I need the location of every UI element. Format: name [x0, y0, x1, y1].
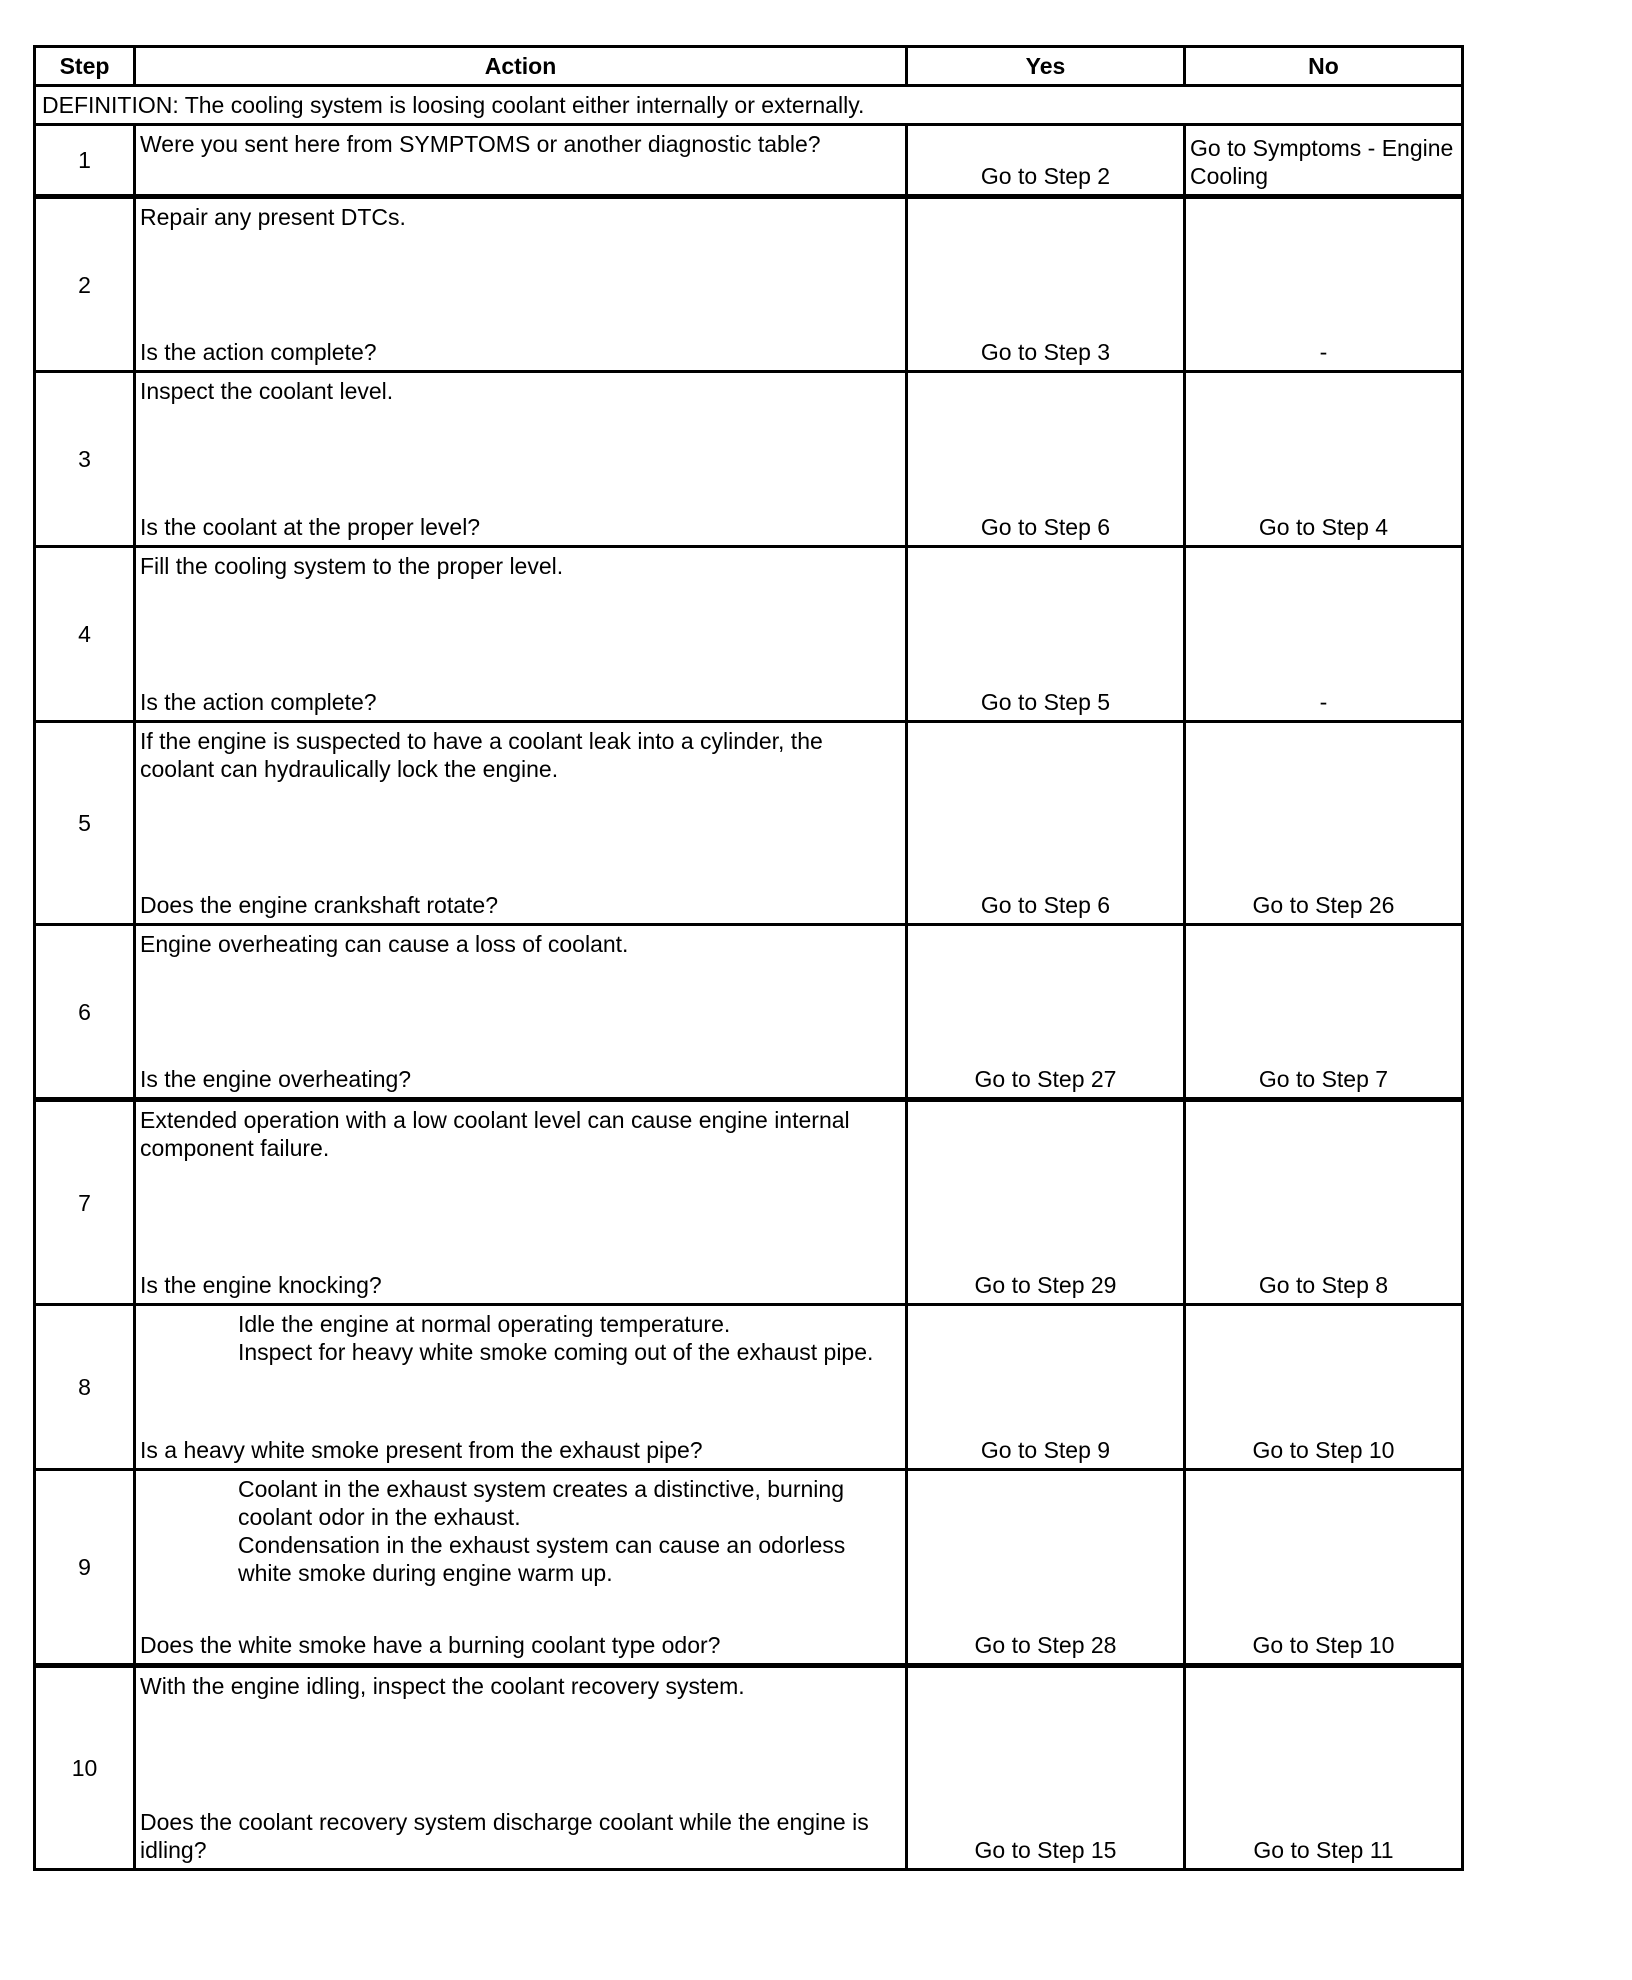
action-text: Were you sent here from SYMPTOMS or another diagnostic table? — [140, 131, 821, 157]
action-text: Idle the engine at normal operating temperature. — [238, 1311, 731, 1337]
action-question: Is the engine knocking? — [140, 1272, 382, 1298]
yes-cell: Go to Step 15 — [907, 1666, 1185, 1870]
diagnostic-table — [33, 45, 1464, 1871]
step-number: 5 — [35, 722, 135, 925]
action-text: Coolant in the exhaust system creates a distinctive, burning coolant odor in the exhaust. — [238, 1476, 844, 1530]
no-cell: Go to Step 10 — [1185, 1470, 1463, 1666]
no-cell: - — [1185, 547, 1463, 722]
step-number: 7 — [35, 1100, 135, 1305]
step-number: 4 — [35, 547, 135, 722]
action-text: Fill the cooling system to the proper level. — [140, 553, 564, 579]
yes-cell: Go to Step 2 — [907, 125, 1185, 197]
action-text: Repair any present DTCs. — [140, 204, 406, 230]
no-cell: Go to Step 7 — [1185, 925, 1463, 1100]
table-row — [35, 722, 1463, 925]
yes-cell: Go to Step 6 — [907, 372, 1185, 547]
action-question: Is a heavy white smoke present from the exhaust pipe? — [140, 1437, 703, 1463]
action-text: If the engine is suspected to have a coolant leak into a cylinder, the coolant can hydraulically lock the engine. — [140, 728, 823, 782]
step-number: 2 — [35, 197, 135, 372]
step-number: 8 — [35, 1305, 135, 1470]
header-yes: Yes — [907, 47, 1185, 86]
action-question: Is the action complete? — [140, 689, 377, 715]
definition-row — [35, 86, 1463, 125]
table-row — [35, 1305, 1463, 1470]
action-question: Is the engine overheating? — [140, 1066, 412, 1092]
no-cell: Go to Step 11 — [1185, 1666, 1463, 1870]
table-row — [35, 197, 1463, 372]
table-row — [35, 925, 1463, 1100]
action-question: Is the coolant at the proper level? — [140, 514, 481, 540]
action-cell — [135, 372, 907, 547]
yes-cell: Go to Step 3 — [907, 197, 1185, 372]
yes-cell: Go to Step 28 — [907, 1470, 1185, 1666]
no-cell: Go to Step 26 — [1185, 722, 1463, 925]
no-cell: - — [1185, 197, 1463, 372]
action-cell — [135, 925, 907, 1100]
table-row — [35, 1666, 1463, 1870]
header-row — [35, 47, 1463, 86]
action-text-2: Inspect for heavy white smoke coming out of the exhaust pipe. — [238, 1339, 874, 1365]
yes-cell: Go to Step 27 — [907, 925, 1185, 1100]
step-number: 10 — [35, 1666, 135, 1870]
header-no: No — [1185, 47, 1463, 86]
table-row — [35, 1100, 1463, 1305]
step-number: 1 — [35, 125, 135, 197]
no-cell: Go to Step 10 — [1185, 1305, 1463, 1470]
action-question: Does the coolant recovery system discharge coolant while the engine is idling? — [140, 1809, 869, 1863]
action-text: Engine overheating can cause a loss of coolant. — [140, 931, 629, 957]
action-cell — [135, 197, 907, 372]
action-question: Does the white smoke have a burning coolant type odor? — [140, 1632, 721, 1658]
yes-cell: Go to Step 6 — [907, 722, 1185, 925]
action-question: Does the engine crankshaft rotate? — [140, 892, 499, 918]
action-text: Inspect the coolant level. — [140, 378, 394, 404]
action-cell — [135, 125, 907, 197]
action-cell — [135, 1470, 907, 1666]
action-cell — [135, 1666, 907, 1870]
step-number: 3 — [35, 372, 135, 547]
no-cell: Go to Step 4 — [1185, 372, 1463, 547]
step-number: 9 — [35, 1470, 135, 1666]
table-row — [35, 547, 1463, 722]
yes-cell: Go to Step 5 — [907, 547, 1185, 722]
action-cell — [135, 1305, 907, 1470]
action-text-2: Condensation in the exhaust system can cause an odorless white smoke during engine warm up. — [238, 1532, 846, 1586]
step-number: 6 — [35, 925, 135, 1100]
header-step: Step — [35, 47, 135, 86]
table-row — [35, 1470, 1463, 1666]
header-action: Action — [135, 47, 907, 86]
action-cell — [135, 722, 907, 925]
action-cell — [135, 547, 907, 722]
action-cell — [135, 1100, 907, 1305]
action-question: Is the action complete? — [140, 339, 377, 365]
table-row — [35, 372, 1463, 547]
diagnostic-table-sheet — [33, 45, 1461, 1871]
definition-text: DEFINITION: The cooling system is loosing coolant either internally or externally. — [35, 86, 1463, 125]
no-cell: Go to Symptoms - Engine Cooling — [1185, 125, 1463, 197]
action-text: Extended operation with a low coolant level can cause engine internal component failure. — [140, 1107, 850, 1161]
no-cell: Go to Step 8 — [1185, 1100, 1463, 1305]
action-text: With the engine idling, inspect the coolant recovery system. — [140, 1673, 745, 1699]
table-row — [35, 125, 1463, 197]
yes-cell: Go to Step 9 — [907, 1305, 1185, 1470]
yes-cell: Go to Step 29 — [907, 1100, 1185, 1305]
